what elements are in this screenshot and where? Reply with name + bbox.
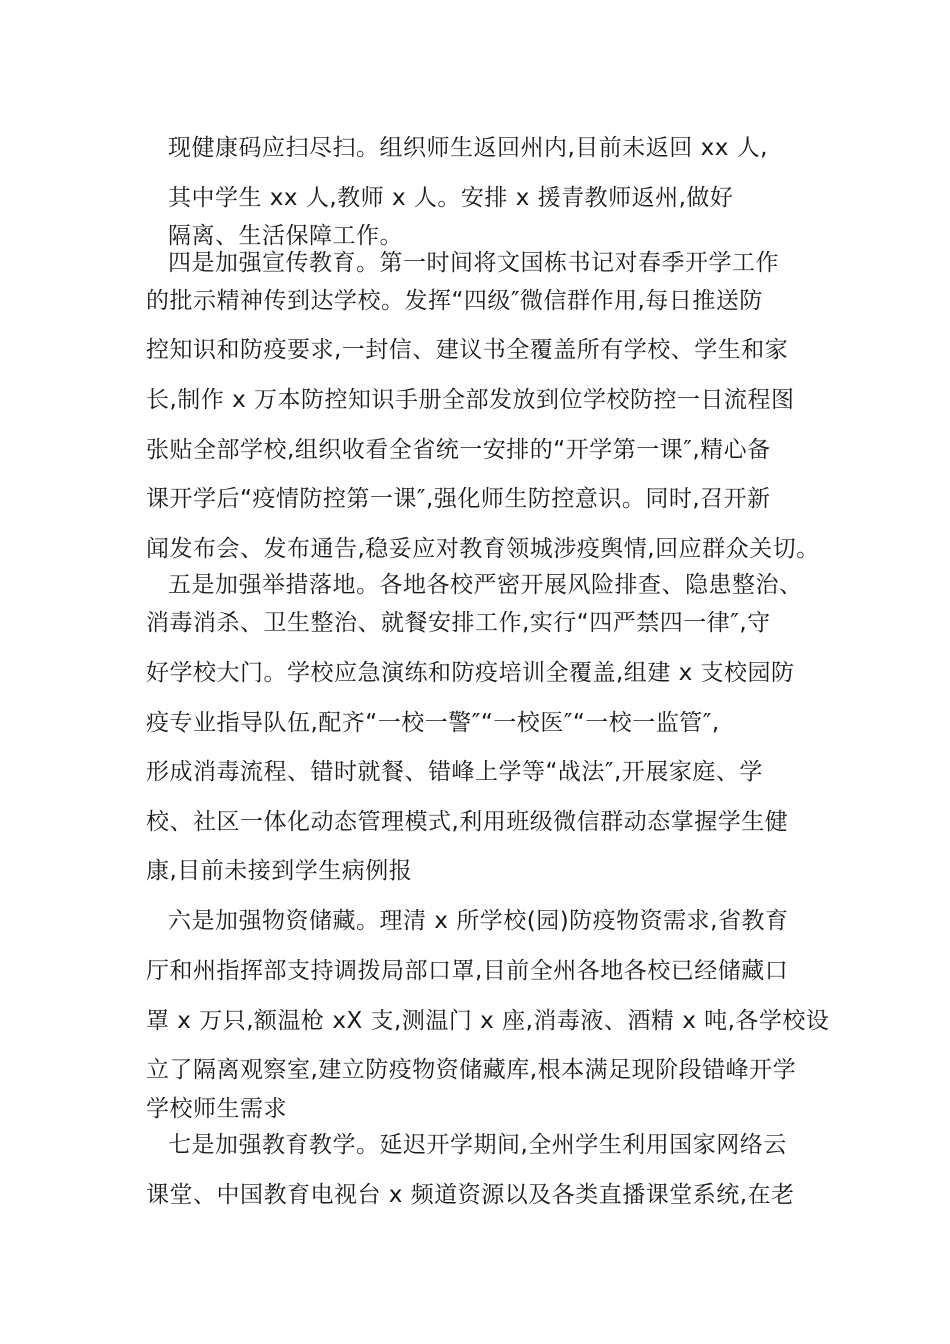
text-line: 长,制作 x 万本防控知识手册全部发放到位学校防控一日流程图 [146, 387, 795, 413]
text-line: 立了隔离观察室,建立防疫物资储藏库,根本满足现阶段错峰开学 [146, 1057, 797, 1083]
text-line: 疫专业指导队伍,配齐“一校一警″“一校医″“一校一监管″, [146, 710, 720, 736]
text-line: 控知识和防疫要求,一封信、建议书全覆盖所有学校、学生和家 [146, 337, 789, 363]
text-line: 厅和州指挥部支持调拨局部口罩,目前全州各地各校已经储藏口 [146, 958, 789, 984]
text-line: 张贴全部学校,组织收看全省统一安排的“开学第一课″,精心备 [146, 437, 771, 463]
text-line: 六是加强物资储藏。理清 x 所学校(园)防疫物资需求,省教育 [168, 908, 789, 934]
text-line: 罩 x 万只,额温枪 xX 支,测温门 x 座,消毒液、酒精 x 吨,各学校设 [146, 1008, 830, 1034]
text-line: 课堂、中国教育电视台 x 频道资源以及各类直播课堂系统,在老 [146, 1182, 795, 1208]
text-line: 校、社区一体化动态管理模式,利用班级微信群动态掌握学生健 [146, 809, 789, 835]
text-line: 消毒消杀、卫生整治、就餐安排工作,实行“四严禁四一律″,守 [146, 610, 771, 636]
text-line: 学校师生需求 [146, 1096, 287, 1122]
text-line: 五是加强举措落地。各地各校严密开展风险排查、隐患整治、 [168, 572, 803, 598]
text-line: 康,目前未接到学生病例报 [146, 858, 413, 884]
text-line: 闻发布会、发布通告,稳妥应对教育领城涉疫舆情,回应群众关切。 [146, 536, 820, 562]
text-line: 隔离、生活保障工作。 [168, 223, 403, 249]
text-line: 的批示精神传到达学校。发挥“四级″微信群作用,每日推送防 [146, 288, 763, 314]
text-line: 好学校大门。学校应急演练和防疫培训全覆盖,组建 x 支校园防 [146, 660, 795, 686]
text-line: 课开学后“疫情防控第一课″,强化师生防控意识。同时,召开新 [146, 486, 771, 512]
text-line: 现健康码应扫尽扫。组织师生返回州内,目前未返回 xx 人, [168, 135, 768, 161]
text-line: 其中学生 xx 人,教师 x 人。安排 x 援青教师返州,做好 [168, 185, 734, 211]
text-line: 形成消毒流程、错时就餐、错峰上学等“战法″,开展家庭、学 [146, 759, 763, 785]
text-line: 七是加强教育教学。延迟开学期间,全州学生利用国家网络云 [168, 1132, 787, 1158]
text-line: 四是加强宣传教育。第一时间将文国栋书记对春季开学工作 [168, 250, 779, 276]
